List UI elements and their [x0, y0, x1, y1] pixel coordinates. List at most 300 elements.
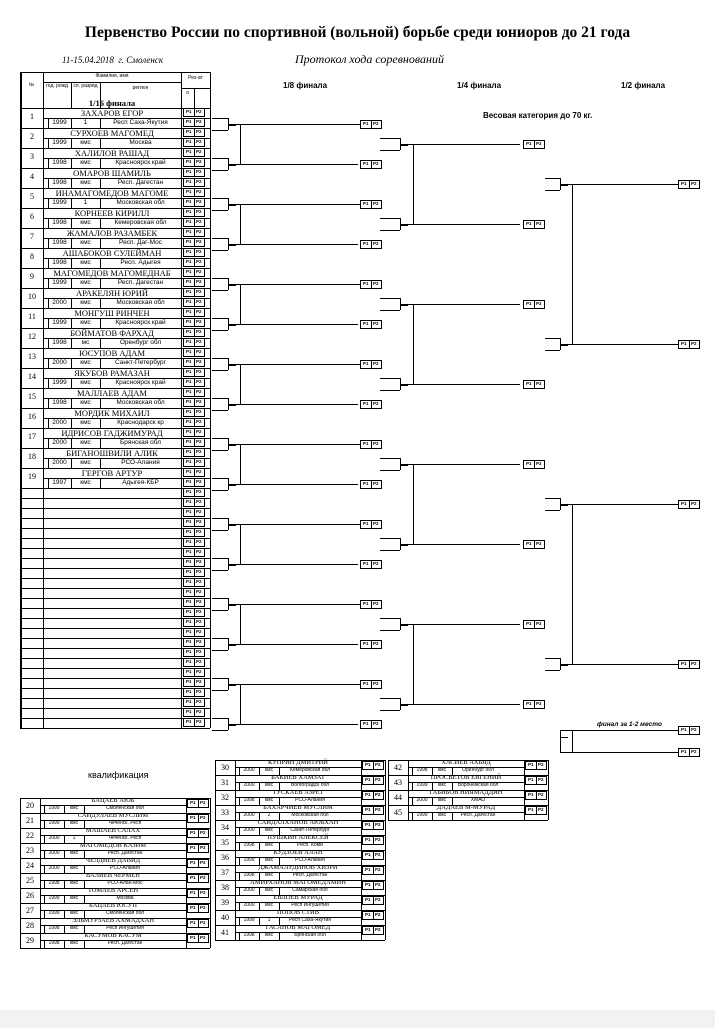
result-p1: P1	[186, 599, 192, 604]
result-divider	[194, 669, 195, 676]
bracket-tick	[560, 658, 568, 666]
result-box	[362, 926, 384, 935]
table-col	[181, 678, 182, 688]
athlete-number: 11	[28, 312, 36, 321]
qf-out	[545, 658, 560, 659]
page-title: Первенство России по спортивной (вольной) борьбе среди юниоров до 21 года	[84, 24, 631, 41]
result-p2: P2	[375, 927, 381, 932]
result-p1: P1	[190, 845, 196, 850]
table-col	[43, 528, 44, 538]
q-border	[210, 873, 211, 888]
result-box	[183, 248, 205, 257]
table-col	[181, 668, 182, 678]
result-box	[183, 368, 205, 377]
result-p2: P2	[536, 541, 542, 546]
result-p2: P2	[200, 890, 206, 895]
result-divider	[534, 141, 535, 148]
result-divider	[194, 689, 195, 696]
event-city: г. Смоленск	[118, 55, 164, 65]
r8-line	[240, 524, 360, 525]
result-p1: P1	[186, 319, 192, 324]
athlete-rank: кмс	[80, 219, 91, 226]
athlete-rank: кмс	[80, 239, 91, 246]
r16-stub	[212, 238, 228, 239]
result-box	[183, 468, 205, 477]
table-col	[181, 368, 182, 388]
result-p2: P2	[375, 792, 381, 797]
athlete-rank: кмс	[80, 279, 91, 286]
result-p1: P1	[186, 379, 192, 384]
result-divider	[198, 905, 199, 912]
result-p1: P1	[526, 221, 532, 226]
q-athlete-year: 1999	[416, 782, 428, 788]
result-p1: P1	[681, 727, 687, 732]
result-p2: P2	[196, 329, 202, 334]
result-p1: P1	[186, 699, 192, 704]
athlete-region: Кемеровская обл	[114, 219, 167, 226]
result-box	[523, 380, 545, 389]
table-col	[43, 538, 44, 548]
table-border	[210, 72, 211, 108]
r8-out	[380, 390, 400, 391]
result-divider	[198, 920, 199, 927]
result-box	[183, 118, 205, 127]
result-divider	[373, 882, 374, 889]
result-divider	[194, 659, 195, 666]
table-col	[43, 688, 44, 698]
athlete-name: СУРХОЕВ МАГОМЕД	[70, 128, 154, 138]
result-p2: P2	[196, 549, 202, 554]
result-box	[362, 776, 384, 785]
result-divider	[194, 499, 195, 506]
result-p1: P1	[186, 179, 192, 184]
q-athlete-year: 1999	[416, 812, 428, 818]
athlete-number: 4	[30, 172, 34, 181]
q-athlete-region: ХМАО	[470, 797, 486, 803]
r16-stub	[212, 530, 228, 531]
result-p1: P1	[186, 209, 192, 214]
result-box	[183, 578, 205, 587]
q-border	[385, 775, 386, 790]
r16-stub	[212, 650, 228, 651]
result-box	[183, 568, 205, 577]
result-box	[523, 460, 545, 469]
q-athlete-name: ПУШКИН АЛЕКСЕЙ	[267, 834, 329, 841]
result-p1: P1	[186, 649, 192, 654]
q-athlete-rank: кмс	[69, 940, 79, 946]
athlete-year: 1999	[52, 139, 67, 146]
athlete-year: 1999	[52, 319, 67, 326]
table-col	[43, 668, 44, 678]
r16-stub	[212, 638, 228, 639]
result-box	[525, 791, 547, 800]
result-box	[360, 600, 382, 609]
athlete-year: 1998	[52, 219, 67, 226]
result-p2: P2	[196, 709, 202, 714]
header-year: год. рожд	[46, 83, 68, 89]
qf-out	[545, 498, 560, 499]
result-box	[183, 538, 205, 547]
r16-stub	[212, 478, 228, 479]
result-p1: P1	[363, 561, 369, 566]
table-col	[181, 268, 182, 288]
result-p2: P2	[196, 509, 202, 514]
result-p2: P2	[375, 912, 381, 917]
table-col	[43, 518, 44, 528]
athlete-rank: кмс	[80, 299, 91, 306]
q-athlete-region: Респ. Коми	[297, 842, 323, 848]
result-box	[360, 200, 382, 209]
table-col	[181, 498, 182, 508]
q-athlete-region: Смоленская обл	[105, 805, 145, 811]
result-divider	[194, 469, 195, 476]
result-p2: P2	[538, 762, 544, 767]
r16-stub	[212, 678, 228, 679]
result-box	[360, 240, 382, 249]
r16-stub	[212, 210, 228, 211]
result-p2: P2	[373, 561, 379, 566]
result-p1: P1	[190, 830, 196, 835]
q-athlete-region: РСО-Алания	[110, 865, 140, 871]
result-box	[678, 180, 700, 189]
result-p1: P1	[186, 709, 192, 714]
result-p2: P2	[196, 319, 202, 324]
result-box	[678, 340, 700, 349]
bracket-tick	[560, 730, 568, 738]
athlete-name: ИДРИСОВ ГАДЖИМУРАД	[61, 428, 163, 438]
result-divider	[194, 429, 195, 436]
result-box	[360, 640, 382, 649]
result-p2: P2	[375, 762, 381, 767]
qf-out	[545, 510, 560, 511]
table-col	[43, 598, 44, 608]
bracket-tick	[560, 178, 568, 186]
q-border	[385, 835, 386, 850]
qf-line	[400, 704, 520, 705]
result-p1: P1	[186, 469, 192, 474]
result-divider	[194, 569, 195, 576]
result-p2: P2	[196, 249, 202, 254]
result-box	[183, 288, 205, 297]
r8-join	[240, 444, 241, 484]
result-divider	[198, 815, 199, 822]
result-divider	[371, 561, 372, 568]
q-athlete-name: БАЦАЕВ ЮСУП	[89, 902, 137, 909]
result-p1: P1	[363, 121, 369, 126]
result-divider	[194, 299, 195, 306]
athlete-region: Краснодарск кр	[117, 419, 164, 426]
qf-line	[400, 144, 520, 145]
q-athlete-rank: кмс	[69, 910, 79, 916]
athlete-number: 13	[28, 352, 36, 361]
result-p2: P2	[196, 309, 202, 314]
q-athlete-name: КУПРИН ДМИТРИЙ	[267, 759, 328, 766]
result-divider	[194, 349, 195, 356]
result-p1: P1	[186, 489, 192, 494]
result-divider	[194, 579, 195, 586]
bracket-tick	[400, 698, 408, 706]
r8-line	[240, 604, 360, 605]
q-border	[385, 760, 386, 775]
result-box	[523, 700, 545, 709]
r16-stub	[212, 450, 228, 451]
result-p1: P1	[186, 249, 192, 254]
r8-line	[240, 684, 360, 685]
bracket-tick	[400, 458, 408, 466]
athlete-region: Санкт-Петербург	[115, 359, 166, 366]
athlete-region: Красноярск край	[115, 319, 166, 326]
qf-out	[545, 178, 560, 179]
result-divider	[373, 792, 374, 799]
result-p2: P2	[196, 239, 202, 244]
q-athlete-year: 1999	[243, 917, 255, 923]
q-athlete-number: 32	[221, 793, 229, 802]
result-p1: P1	[186, 399, 192, 404]
r8-out	[380, 458, 400, 459]
result-p1: P1	[186, 609, 192, 614]
q-athlete-name: ЕВЛОЕВ МУРАД	[273, 894, 323, 901]
q-athlete-rank: кмс	[437, 812, 447, 818]
result-p2: P2	[196, 489, 202, 494]
q-athlete-region: Респ. Дагестан	[107, 940, 143, 946]
athlete-rank: 1	[83, 119, 88, 126]
q-athlete-year: 1999	[48, 895, 60, 901]
q-athlete-rank: 2	[267, 812, 271, 818]
q-athlete-rank: кмс	[437, 782, 447, 788]
result-p2: P2	[196, 119, 202, 124]
result-divider	[194, 549, 195, 556]
result-p1: P1	[363, 241, 369, 246]
result-box	[183, 338, 205, 347]
result-box	[362, 866, 384, 875]
q-athlete-year: 2000	[416, 797, 428, 803]
result-p2: P2	[536, 301, 542, 306]
result-divider	[373, 777, 374, 784]
athlete-name: БОЙМАТОВ ФАРХАД	[70, 328, 154, 338]
result-box	[183, 448, 205, 457]
result-p2: P2	[196, 349, 202, 354]
result-p2: P2	[196, 149, 202, 154]
result-divider	[194, 379, 195, 386]
q-border	[385, 925, 386, 940]
r8-out	[380, 150, 400, 151]
q-athlete-year: 2000	[243, 902, 255, 908]
athlete-rank: кмс	[80, 379, 91, 386]
q-athlete-region: РСО-Алания	[295, 797, 325, 803]
q-athlete-year: 1998	[243, 842, 255, 848]
q-athlete-region: Москва	[116, 895, 134, 901]
athlete-region: Московская обл	[116, 199, 165, 206]
result-p2: P2	[691, 181, 697, 186]
result-p1: P1	[186, 119, 192, 124]
result-divider	[371, 161, 372, 168]
sf-line	[560, 184, 678, 185]
r16-line	[228, 244, 358, 245]
result-p2: P2	[375, 882, 381, 887]
athlete-region: Респ. Дагестан	[117, 279, 164, 286]
result-p1: P1	[365, 837, 371, 842]
r16-line	[228, 164, 358, 165]
q-athlete-rank: кмс	[264, 932, 274, 938]
r8-out	[380, 138, 400, 139]
r8-out	[380, 230, 400, 231]
result-box	[183, 268, 205, 277]
result-divider	[534, 301, 535, 308]
result-box	[360, 560, 382, 569]
result-p1: P1	[186, 309, 192, 314]
protocol-subtitle: Протокол хода соревнований	[295, 52, 444, 66]
result-p2: P2	[196, 529, 202, 534]
result-box	[183, 258, 205, 267]
event-dates	[62, 55, 163, 65]
r16-stub	[212, 250, 228, 251]
table-col	[181, 688, 182, 698]
result-box	[183, 488, 205, 497]
q-row-line	[388, 820, 548, 821]
table-col	[181, 468, 182, 488]
result-p2: P2	[196, 209, 202, 214]
result-divider	[194, 109, 195, 116]
header-name: Фамилия, имя	[95, 73, 129, 79]
result-p2: P2	[196, 539, 202, 544]
result-p2: P2	[536, 141, 542, 146]
result-p2: P2	[196, 699, 202, 704]
athlete-name: МАГОМЕДОВ МАГОМЕДНАБ	[53, 268, 171, 278]
sf-line	[560, 664, 678, 665]
result-p2: P2	[200, 800, 206, 805]
table-col	[181, 718, 182, 728]
athlete-number: 10	[28, 292, 36, 301]
result-box	[183, 348, 205, 357]
q-border	[385, 880, 386, 895]
r16-line	[228, 724, 358, 725]
q-athlete-region: Оренбург обл	[462, 767, 494, 773]
result-p2: P2	[196, 569, 202, 574]
result-divider	[194, 649, 195, 656]
r16-stub	[212, 518, 228, 519]
result-p1: P1	[365, 792, 371, 797]
q-athlete-rank: кмс	[69, 865, 79, 871]
q-athlete-region: Смоленская обл	[105, 910, 145, 916]
result-box	[183, 458, 205, 467]
athlete-name: ЗАХАРОВ ЕГОР	[80, 108, 144, 118]
result-p1: P1	[190, 815, 196, 820]
result-p1: P1	[190, 920, 196, 925]
result-p2: P2	[375, 822, 381, 827]
result-p2: P2	[691, 341, 697, 346]
result-box	[183, 238, 205, 247]
q-athlete-name: ПОПОВ СТИВ	[276, 909, 320, 916]
result-divider	[194, 509, 195, 516]
header-no: №	[28, 82, 35, 88]
qf-out	[545, 338, 560, 339]
r8-out	[380, 710, 400, 711]
q-athlete-number: 31	[221, 778, 229, 787]
q-athlete-number: 24	[26, 861, 34, 870]
result-p1: P1	[186, 239, 192, 244]
result-divider	[194, 419, 195, 426]
qf-line	[400, 224, 520, 225]
q-athlete-number: 39	[221, 898, 229, 907]
table-col	[43, 488, 44, 498]
table-line	[181, 88, 210, 89]
result-p1: P1	[363, 281, 369, 286]
r8-join	[240, 604, 241, 644]
q-athlete-region: Самарская обл	[292, 887, 328, 893]
result-box	[183, 558, 205, 567]
result-box	[183, 408, 205, 417]
table-col	[181, 528, 182, 538]
result-p2: P2	[196, 589, 202, 594]
athlete-rank: кмс	[80, 159, 91, 166]
q-athlete-rank: кмс	[264, 857, 274, 863]
athlete-number: 8	[30, 252, 34, 261]
athlete-rank: кмс	[80, 439, 91, 446]
result-p2: P2	[200, 845, 206, 850]
r8-out	[380, 618, 400, 619]
athlete-name: АРАКЕЛЯН ЮРИЙ	[75, 288, 149, 298]
result-p1: P1	[365, 867, 371, 872]
table-col	[181, 148, 182, 168]
result-p1: P1	[186, 279, 192, 284]
result-p2: P2	[196, 139, 202, 144]
result-p1: P1	[526, 701, 532, 706]
q-athlete-year: 2000	[243, 812, 255, 818]
result-p2: P2	[196, 339, 202, 344]
result-box	[183, 498, 205, 507]
result-divider	[194, 439, 195, 446]
result-p1: P1	[365, 822, 371, 827]
q-athlete-year: 1998	[243, 932, 255, 938]
result-box	[362, 881, 384, 890]
table-col	[43, 678, 44, 688]
table-col	[181, 188, 182, 208]
r8-out	[380, 630, 400, 631]
q-athlete-name: МАГОМЕДОВ КАЗИМ	[79, 842, 147, 849]
result-divider	[534, 701, 535, 708]
sf-line	[560, 504, 678, 505]
result-box	[362, 791, 384, 800]
q-athlete-number: 26	[26, 891, 34, 900]
r8-line	[240, 204, 360, 205]
result-box	[183, 618, 205, 627]
table-col	[43, 638, 44, 648]
result-divider	[534, 381, 535, 388]
result-box	[183, 508, 205, 517]
result-box	[187, 904, 209, 913]
q-athlete-rank: кмс	[264, 767, 274, 773]
q-athlete-name: ЭЛЬМУРЗАЕВ АХМАДХАН	[71, 917, 155, 924]
result-divider	[373, 837, 374, 844]
q-border	[548, 790, 549, 805]
result-box	[183, 218, 205, 227]
q-border	[385, 910, 386, 925]
q-athlete-name: БАЦАЕВ АЮБ	[91, 797, 135, 804]
result-p2: P2	[536, 381, 542, 386]
r16-stub	[212, 718, 228, 719]
q-border	[210, 813, 211, 828]
q-border	[385, 820, 386, 835]
q-athlete-number: 28	[26, 921, 34, 930]
table-col	[43, 648, 44, 658]
result-box	[362, 911, 384, 920]
athlete-number: 5	[30, 192, 34, 201]
q-athlete-region: Респ. Дагестан	[460, 812, 496, 818]
result-p1: P1	[186, 419, 192, 424]
result-p1: P1	[186, 669, 192, 674]
table-col	[43, 498, 44, 508]
result-divider	[373, 807, 374, 814]
